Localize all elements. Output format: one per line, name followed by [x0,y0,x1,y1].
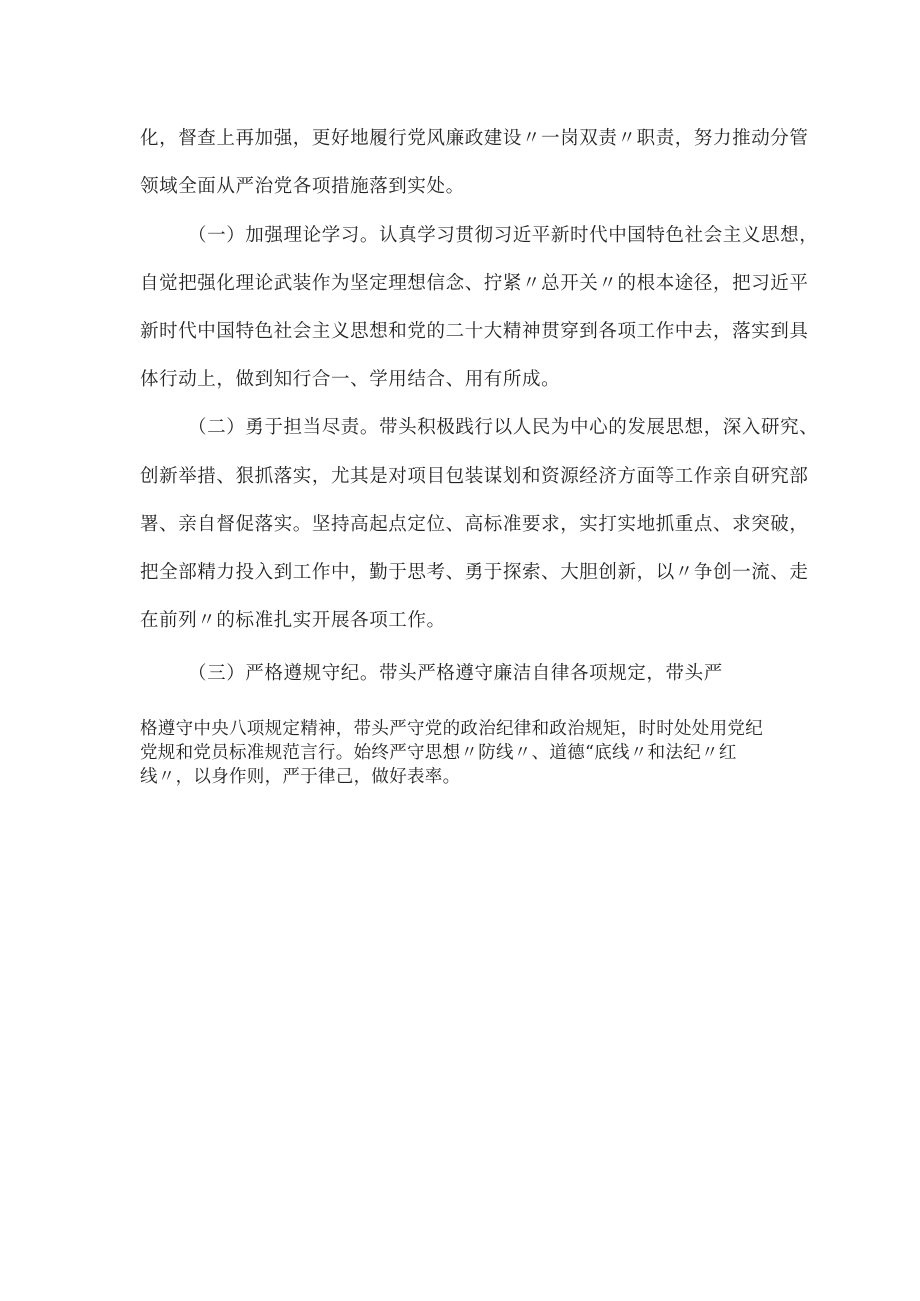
paragraph-1-line-4: 体行动上，做到知行合一、学用结合、用有所成。 [140,369,561,390]
paragraph-0-line-1: 化，督查上再加强，更好地履行党风廉政建设〃一岗双责〃职责，努力推动分管 [140,128,809,149]
paragraph-3-line-1: （三）严格遵规守纪。带头严格遵守廉洁自律各项规定，带头严 [188,663,723,684]
paragraph-2-line-1: （二）勇于担当尽责。带头积极践行以人民为中心的发展思想，深入研究、 [188,417,819,438]
paragraph-2-line-2: 创新举措、狠抓落实，尤其是对项目包装谋划和资源经济方面等工作亲自研究部 [140,466,809,487]
paragraph-0-line-2: 领域全面从严治党各项措施落到实处。 [140,176,465,197]
paragraph-1-line-2: 自觉把强化理论武装作为坚定理想信念、拧紧〃总开关〃的根本途径，把习近平 [140,273,809,294]
paragraph-1-line-1: （一）加强理论学习。认真学习贯彻习近平新时代中国特色社会主义思想， [188,225,819,246]
paragraph-3-line-2: 格遵守中央八项规定精神，带头严守党的政治纪律和政治规矩，时时处处用党纪 [140,719,763,739]
paragraph-2-line-5: 在前列〃的标准扎实开展各项工作。 [140,610,446,631]
paragraph-3-line-4: 线〃，以身作则，严于律己，做好表率。 [140,767,461,787]
paragraph-2-line-4: 把全部精力投入到工作中，勤于思考、勇于探索、大胆创新，以〃争创一流、走 [140,562,809,583]
paragraph-1-line-3: 新时代中国特色社会主义思想和党的二十大精神贯穿到各项工作中去，落实到具 [140,321,809,342]
paragraph-2-line-3: 署、亲自督促落实。坚持高起点定位、高标准要求，实打实地抓重点、求突破， [140,514,809,535]
paragraph-3-line-3: 党规和党员标准规范言行。始终严守思想〃防线〃、道德“底线〃和法纪〃红 [140,743,737,763]
